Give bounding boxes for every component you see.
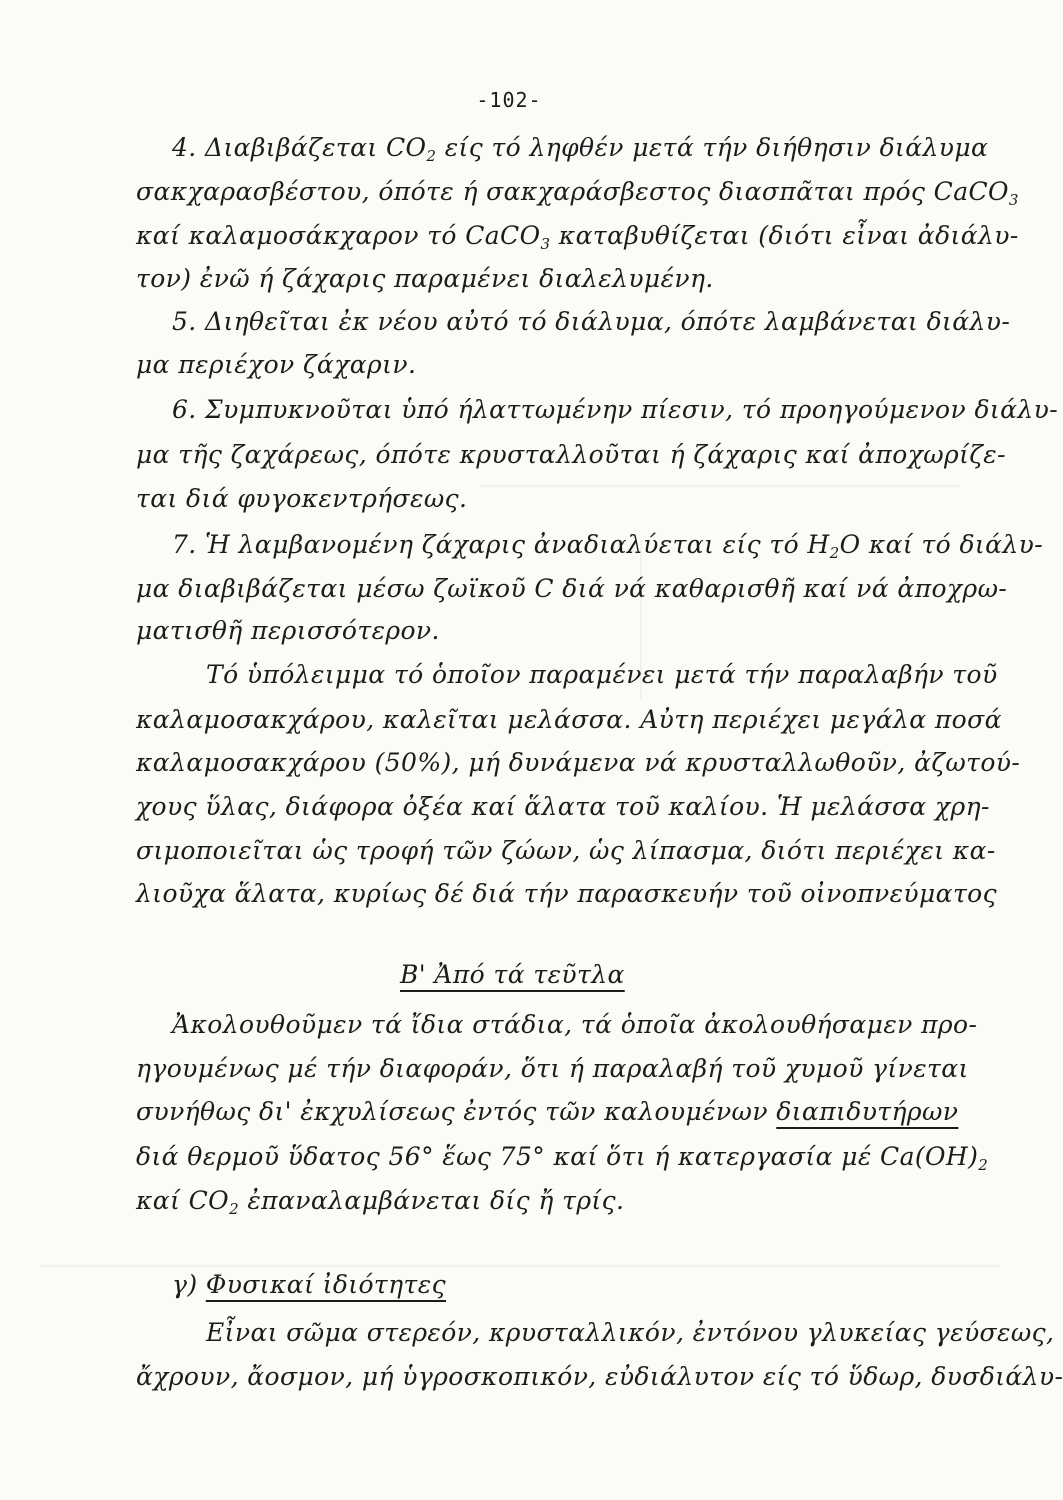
text-line-8: μα τῆς ζαχάρεως, όπότε κρυσταλλοῦται ή ζάχαρις καί ἀποχωρίζε- (136, 440, 1006, 469)
section-heading-beets: Β' Ἀπό τά τεῦτλα (400, 960, 625, 989)
text-line-4: τον) ἐνῶ ή ζάχαρις παραμένει διαλελυμένη. (136, 264, 714, 293)
text-line-7: 6. Συμπυκνοῦται ὑπό ήλαττωμένην πίεσιν, τό προηγούμενον διάλυ- (172, 395, 1059, 424)
text-line-27: ἄχρουν, ἄοσμον, μή ὑγροσκοπικόν, εὐδιάλυτον είς τό ὕδωρ, δυσδιάλυ- (136, 1362, 1063, 1391)
text-line-13: Τό ὑπόλειμμα τό ὁποῖον παραμένει μετά τήν παραλαβήν τοῦ (206, 660, 998, 689)
text-line-14: καλαμοσακχάρου, καλεῖται μελάσσα. Αὐτη περιέχει μεγάλα ποσά (136, 705, 1002, 734)
text-line-12: ματισθῆ περισσότερον. (136, 616, 440, 645)
section-heading-physical-properties: γ) Φυσικαί ἰδιότητες (172, 1270, 446, 1299)
text-line-15: καλαμοσακχάρου (50%), μή δυνάμενα νά κρυσταλλωθοῦν, ἀζωτού- (136, 748, 1021, 777)
text-line-10: 7. Ἡ λαμβανομένη ζάχαρις ἀναδιαλύεται είς τό $H_2O$ καί τό διάλυ- (172, 530, 1044, 562)
text-line-16: χους ὕλας, διάφορα ὀξέα καί ἅλατα τοῦ καλίου. Ἡ μελάσσα χρη- (136, 792, 990, 821)
text-line-1: 4. Διαβιβάζεται $CO_2$ είς τό ληφθέν μετά τήν διήθησιν διάλυμα (172, 133, 989, 165)
text-line-6: μα περιέχον ζάχαριν. (136, 350, 417, 379)
page-number: -102- (476, 88, 542, 112)
text-line-5: 5. Διηθεῖται ἐκ νέου αὐτό τό διάλυμα, όπότε λαμβάνεται διάλυ- (172, 307, 1011, 336)
text-line-3: καί καλαμοσάκχαρον τό CaCO$_3$ καταβυθίζεται (διότι εἶναι ἀδιάλυ- (136, 221, 1019, 253)
text-line-24: καί $CO_2$ ἐπαναλαμβάνεται δίς ἤ τρίς. (136, 1186, 625, 1218)
text-line-20: Ἀκολουθοῦμεν τά ἴδια στάδια, τά ὁποῖα ἀκολουθήσαμεν προ- (172, 1010, 978, 1039)
text-line-21: ηγουμένως μέ τήν διαφοράν, ὅτι ή παραλαβή τοῦ χυμοῦ γίνεται (136, 1054, 969, 1083)
text-line-11: μα διαβιβάζεται μέσω ζωϊκοῦ C διά νά καθαρισθῆ καί νά ἀποχρω- (136, 574, 1008, 603)
text-line-23: διά θερμοῦ ὕδατος 56° ἕως 75° καί ὅτι ή κατεργασία μέ $Ca(OH)_2$ (136, 1142, 989, 1174)
text-line-18: λιοῦχα ἅλατα, κυρίως δέ διά τήν παρασκευήν τοῦ οἰνοπνεύματος (136, 879, 998, 908)
text-line-26: Εἶναι σῶμα στερεόν, κρυσταλλικόν, ἐντόνου γλυκείας γεύσεως, (206, 1318, 1055, 1347)
bleed-through-line (480, 485, 960, 487)
text-line-9: ται διά φυγοκεντρήσεως. (136, 484, 468, 513)
text-line-22: συνήθως δι' ἐκχυλίσεως ἐντός τῶν καλουμένων διαπιδυτήρων (136, 1097, 959, 1126)
text-line-2: σακχαρασβέστου, όπότε ή σακχαράσβεστος διασπᾶται πρός CaCO$_3$ (136, 177, 1019, 209)
text-line-17: σιμοποιεῖται ὡς τροφή τῶν ζώων, ὡς λίπασμα, διότι περιέχει κα- (136, 836, 996, 865)
bleed-through-line (40, 1265, 1000, 1267)
